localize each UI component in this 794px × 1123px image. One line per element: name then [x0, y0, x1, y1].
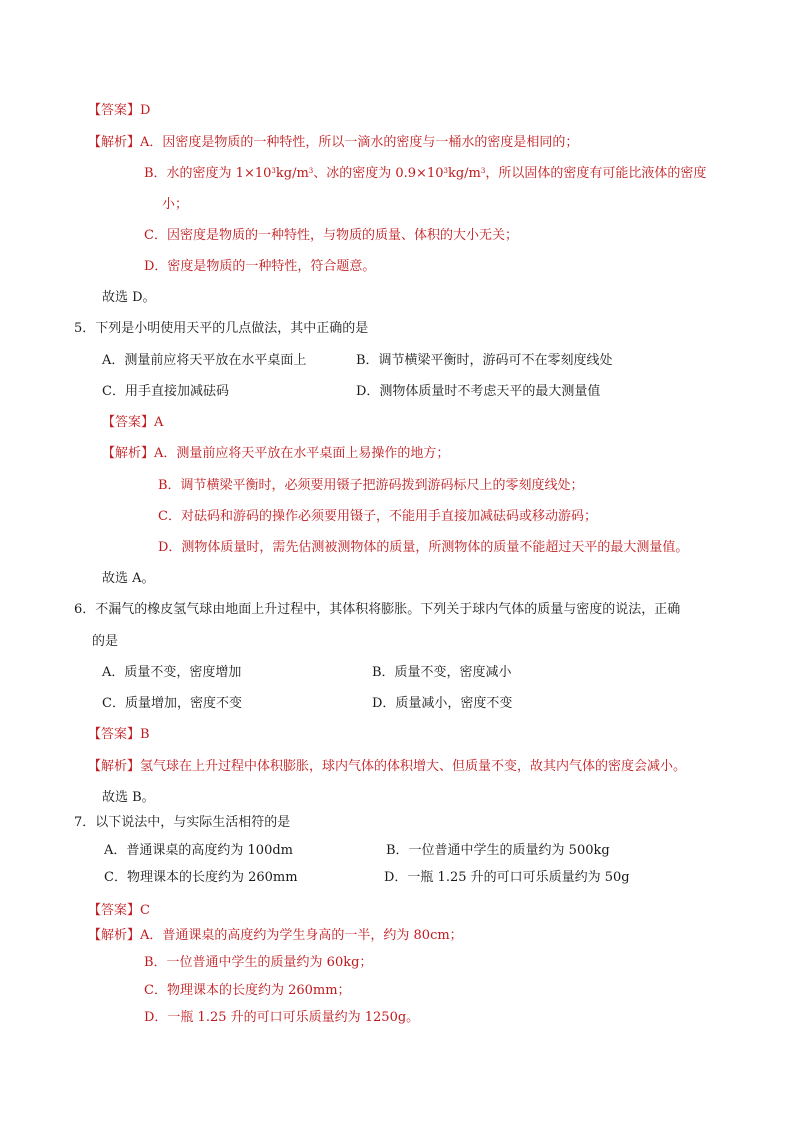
q5-option-b: B．调节横梁平衡时，游码可不在零刻度线处	[356, 353, 613, 368]
q4-analysis-c: C．因密度是物质的一种特性，与物质的质量、体积的大小无关；	[144, 228, 518, 243]
q6-option-d: D．质量减小，密度不变	[372, 696, 513, 711]
analysis-tag: 【解析】	[88, 928, 141, 943]
answer-tag: 【答案】	[88, 103, 141, 118]
q7-option-a: A．普通课桌的高度约为 100dm	[104, 843, 293, 858]
q7-analysis-a	[88, 927, 463, 945]
q6-stem-line2: 的是	[92, 634, 119, 649]
q7-option-c: C．物理课本的长度约为 260mm	[104, 870, 298, 885]
q4-analysis-b-cont: 小；	[162, 197, 189, 212]
q7-option-d: D．一瓶 1.25 升的可口可乐质量约为 50g	[384, 870, 630, 885]
q6-option-b: B．质量不变，密度减小	[372, 665, 512, 680]
analysis-tag: 【解析】	[88, 759, 141, 774]
q4-analysis-a	[88, 134, 578, 152]
q5-option-c: C．用手直接加减砝码	[102, 384, 229, 399]
q4-conclusion: 故选 D。	[102, 290, 156, 305]
q5-conclusion: 故选 A。	[102, 571, 155, 586]
q5-option-d: D．测物体质量时不考虑天平的最大测量值	[356, 384, 601, 399]
answer-tag: 【答案】	[88, 727, 141, 742]
q4-analysis-b: B．水的密度为 $1\times 10^3kg/m^3$、冰的密度为 $0.9\times 10^3kg/m^3$，所以固体的密度有可能比液体的密度	[144, 166, 707, 181]
q6-option-c: C．质量增加，密度不变	[102, 696, 242, 711]
answer-tag: 【答案】	[102, 415, 155, 430]
analysis-text: A．测量前应将天平放在水平桌面上易操作的地方；	[154, 446, 450, 461]
q4-analysis-d: D．密度是物质的一种特性，符合题意。	[144, 259, 376, 274]
q7-analysis-c: C．物理课本的长度约为 260mm；	[144, 983, 351, 998]
q7-stem: 7．以下说法中，与实际生活相符的是	[74, 815, 291, 830]
q6-analysis	[88, 758, 686, 776]
analysis-text: A．因密度是物质的一种特性，所以一滴水的密度与一桶水的密度是相同的；	[140, 135, 579, 150]
q5-analysis-a	[102, 445, 449, 463]
answer-value: B	[140, 727, 150, 742]
analysis-tag: 【解析】	[88, 135, 141, 150]
analysis-text: A．普通课桌的高度约为学生身高的一半，约为 80cm；	[140, 928, 463, 943]
q7-analysis-b: B．一位普通中学生的质量约为 60kg；	[144, 955, 373, 970]
q7-answer-line	[88, 902, 150, 920]
answer-value: A	[154, 415, 164, 430]
q7-option-b: B．一位普通中学生的质量约为 500kg	[386, 843, 610, 858]
q5-stem: 5．下列是小明使用天平的几点做法，其中正确的是	[74, 321, 369, 336]
q7-analysis-d: D．一瓶 1.25 升的可口可乐质量约为 1250g。	[144, 1010, 420, 1025]
answer-value: D	[140, 103, 151, 118]
q5-answer-line	[102, 414, 163, 432]
q6-conclusion: 故选 B。	[102, 790, 155, 805]
analysis-tag: 【解析】	[102, 446, 155, 461]
q5-option-a: A．测量前应将天平放在水平桌面上	[102, 353, 307, 368]
q6-option-a: A．质量不变，密度增加	[102, 665, 242, 680]
analysis-text: 氢气球在上升过程中体积膨胀，球内气体的体积增大、但质量不变，故其内气体的密度会减小。	[140, 759, 687, 774]
q6-answer-line	[88, 726, 150, 744]
q5-analysis-c: C．对砝码和游码的操作必须要用镊子，不能用手直接加减砝码或移动游码；	[158, 509, 597, 524]
q5-analysis-b: B．调节横梁平衡时，必须要用镊子把游码拨到游码标尺上的零刻度线处；	[158, 478, 584, 493]
q6-stem-line1: 6．不漏气的橡皮氢气球由地面上升过程中，其体积将膨胀。下列关于球内气体的质量与密度的说法，正确	[74, 602, 681, 617]
answer-tag: 【答案】	[88, 903, 141, 918]
q4-answer-line	[88, 102, 150, 120]
q5-analysis-d: D．测物体质量时，需先估测被测物体的质量，所测物体的质量不能超过天平的最大测量值。	[158, 540, 689, 555]
answer-value: C	[140, 903, 150, 918]
